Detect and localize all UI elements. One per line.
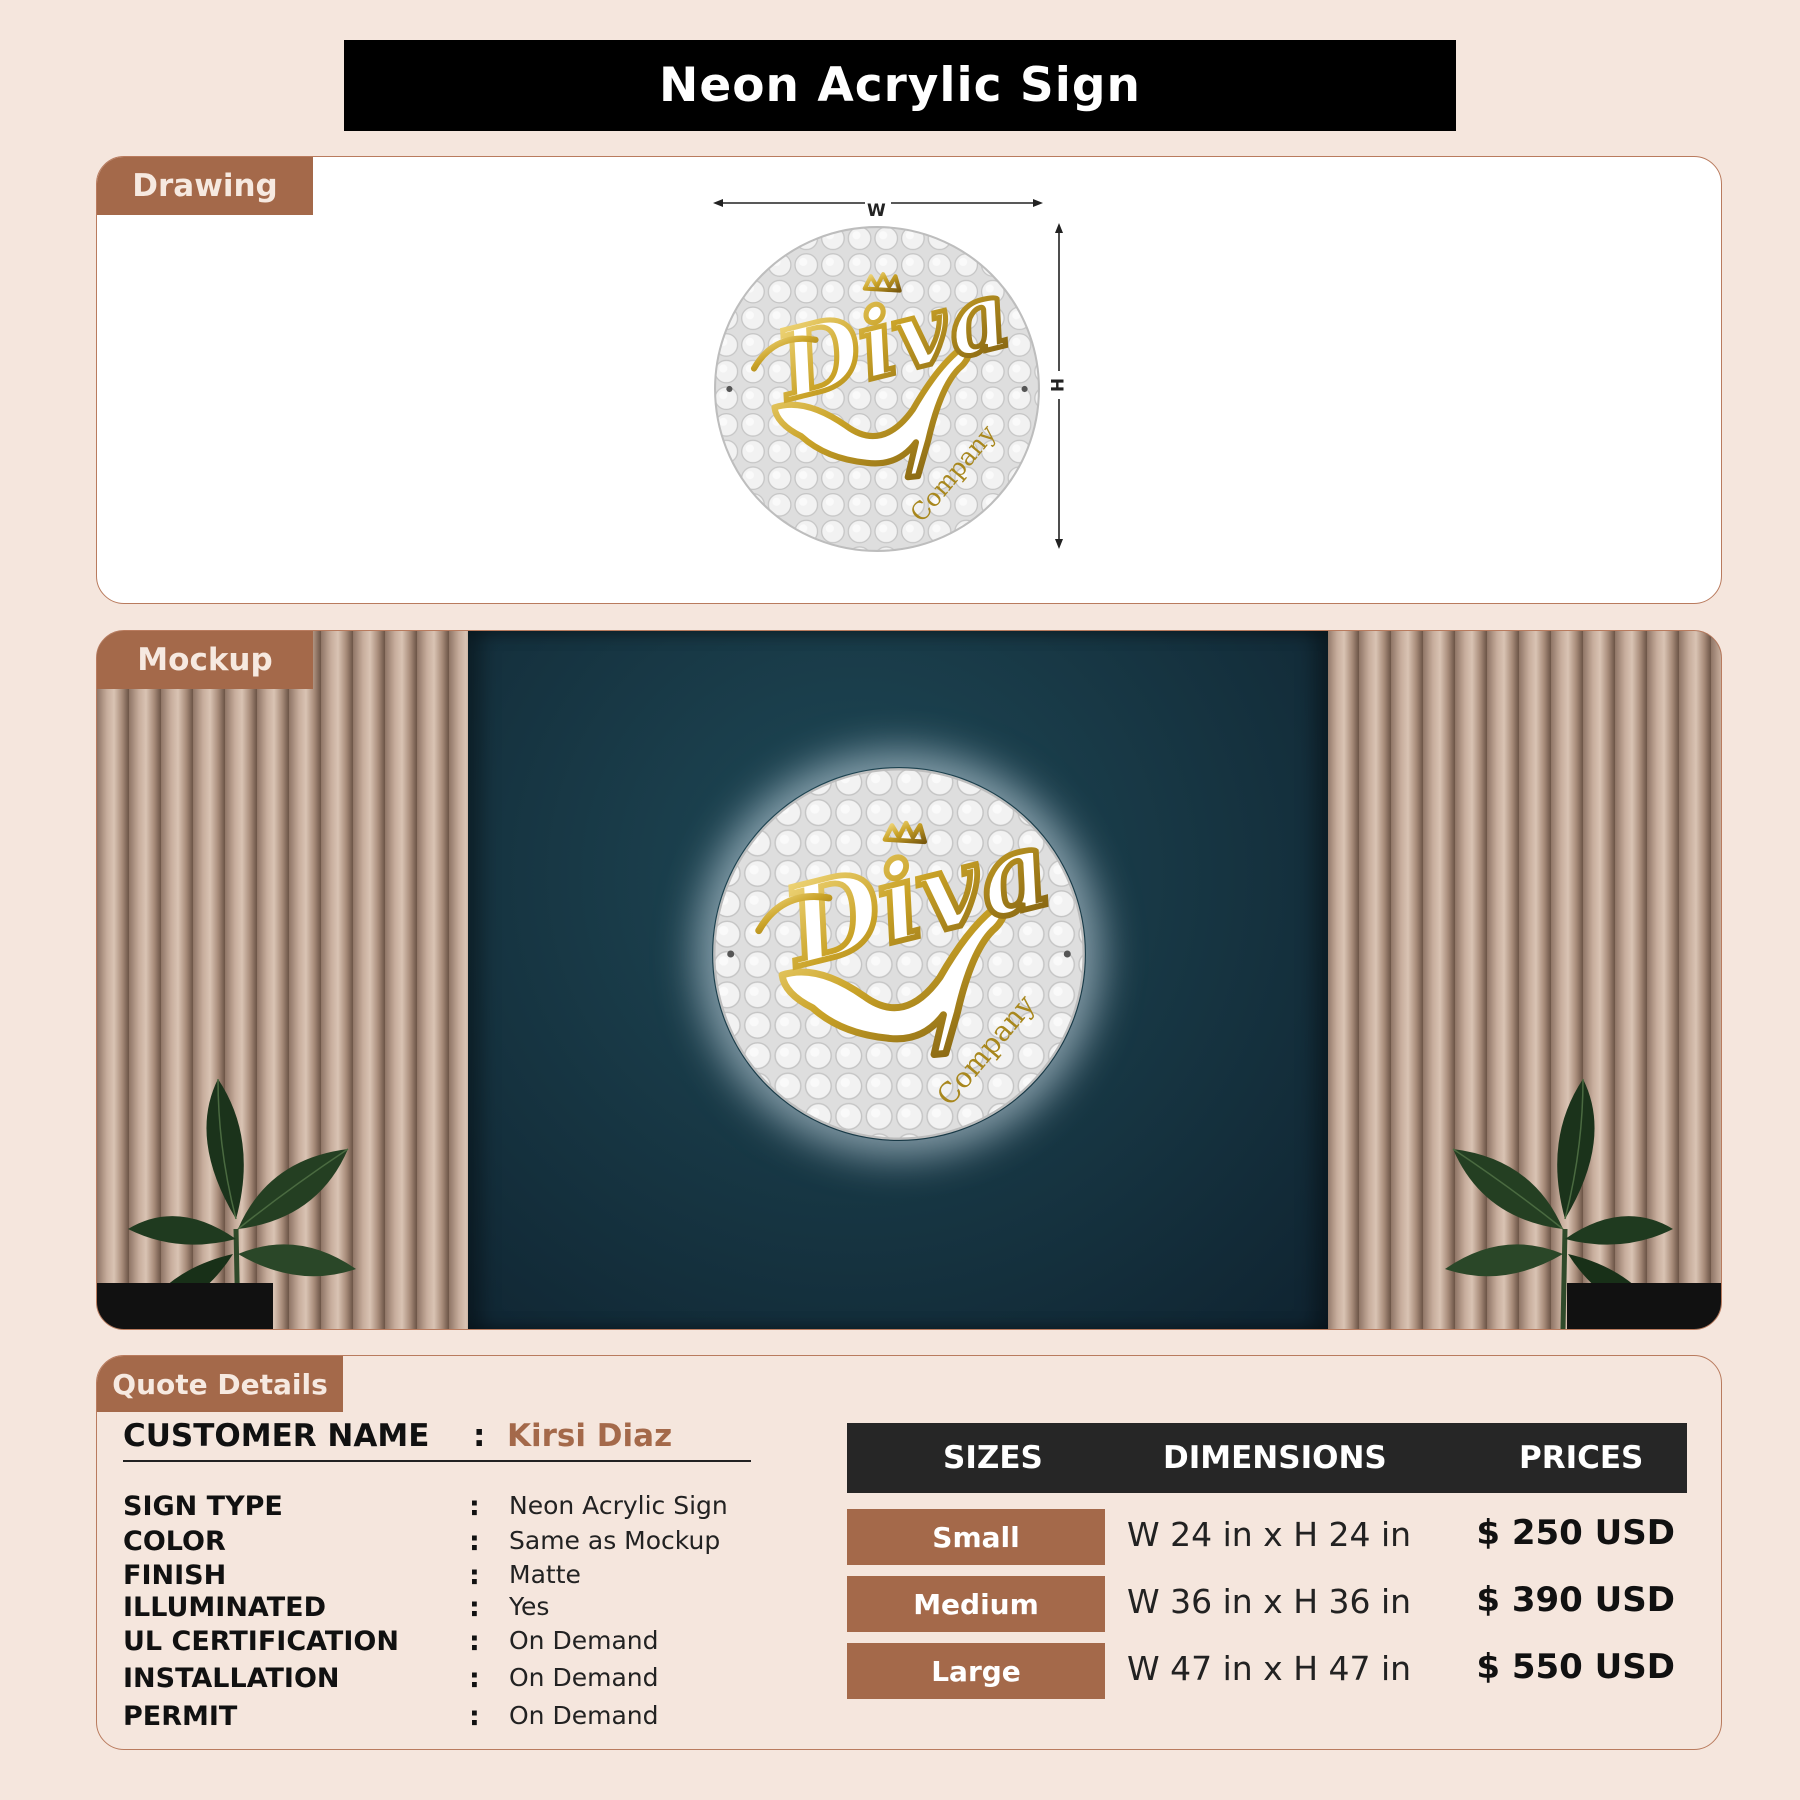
spec-colon: : (469, 1560, 480, 1591)
spec-value: Matte (509, 1560, 581, 1589)
mockup-tab: Mockup (97, 631, 313, 689)
pricing-row (847, 1509, 1687, 1565)
spec-value: Same as Mockup (509, 1526, 721, 1555)
spec-label: INSTALLATION (123, 1663, 340, 1694)
pricing-table-header (847, 1423, 1687, 1493)
customer-colon: : (473, 1418, 486, 1454)
width-label: W (867, 201, 886, 221)
spec-colon: : (469, 1701, 480, 1732)
size-dimensions: W 36 in x H 36 in (1127, 1582, 1412, 1621)
spec-label: PERMIT (123, 1701, 238, 1732)
size-price: $ 250 USD (1476, 1513, 1675, 1553)
quote-panel (96, 1355, 1722, 1750)
pot-right (1567, 1283, 1722, 1329)
spec-colon: : (469, 1626, 480, 1657)
spec-row (123, 1663, 763, 1697)
sizes-header: SIZES (943, 1440, 1043, 1476)
size-dimensions: W 47 in x H 47 in (1127, 1649, 1412, 1688)
customer-name: Kirsi Diaz (507, 1418, 673, 1454)
mockup-panel (96, 630, 1722, 1330)
title-bar (344, 40, 1456, 131)
spec-row (123, 1592, 763, 1626)
sign-drawing-image (713, 225, 1041, 553)
size-price: $ 390 USD (1476, 1580, 1675, 1620)
spec-row (123, 1626, 763, 1660)
customer-label: CUSTOMER NAME (123, 1418, 430, 1454)
customer-row (123, 1416, 751, 1462)
spec-value: Neon Acrylic Sign (509, 1491, 728, 1520)
spec-row (123, 1526, 763, 1560)
spec-label: UL CERTIFICATION (123, 1626, 399, 1657)
spec-label: SIGN TYPE (123, 1491, 283, 1522)
spec-label: COLOR (123, 1526, 226, 1557)
spec-value: Yes (509, 1592, 550, 1621)
size-badge: Large (847, 1643, 1105, 1699)
drawing-panel (96, 156, 1722, 604)
pricing-row (847, 1576, 1687, 1632)
spec-value: On Demand (509, 1701, 659, 1730)
spec-colon: : (469, 1491, 480, 1522)
spec-value: On Demand (509, 1626, 659, 1655)
spec-label: ILLUMINATED (123, 1592, 327, 1623)
size-badge: Medium (847, 1576, 1105, 1632)
height-label: H (1046, 377, 1067, 393)
size-dimensions: W 24 in x H 24 in (1127, 1515, 1412, 1554)
spec-row (123, 1560, 763, 1594)
drawing-tab: Drawing (97, 157, 313, 215)
pot-left (97, 1283, 273, 1329)
quote-tab: Quote Details (97, 1356, 343, 1412)
spec-row (123, 1491, 763, 1525)
spec-label: FINISH (123, 1560, 227, 1591)
spec-row (123, 1701, 763, 1735)
page-title: Neon Acrylic Sign (659, 58, 1141, 113)
spec-colon: : (469, 1592, 480, 1623)
size-badge: Small (847, 1509, 1105, 1565)
dimensions-header: DIMENSIONS (1163, 1440, 1387, 1476)
prices-header: PRICES (1519, 1440, 1644, 1476)
pricing-row (847, 1643, 1687, 1699)
spec-colon: : (469, 1526, 480, 1557)
spec-value: On Demand (509, 1663, 659, 1692)
spec-colon: : (469, 1663, 480, 1694)
sign-mockup-image (712, 767, 1086, 1141)
size-price: $ 550 USD (1476, 1647, 1675, 1687)
